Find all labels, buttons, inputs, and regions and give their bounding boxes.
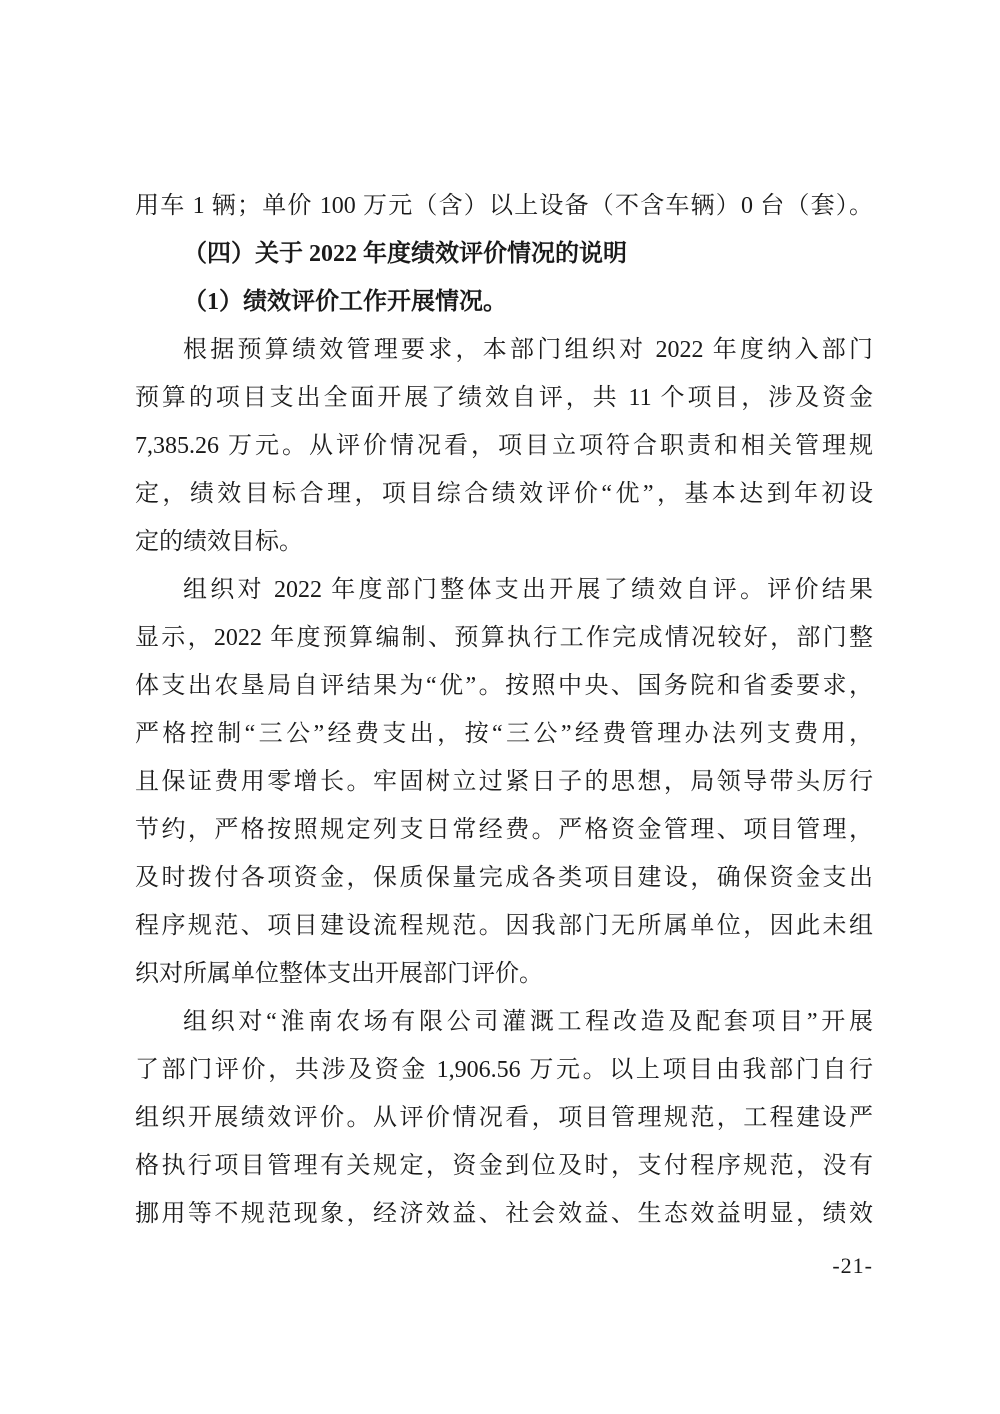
text-line: 且保证费用零增长。牢固树立过紧日子的思想，局领导带头厉行 (135, 769, 873, 795)
text-line: 定的绩效目标。 (135, 529, 303, 555)
text-line: 用车 1 辆；单价 100 万元（含）以上设备（不含车辆）0 台（套）。 (135, 193, 873, 219)
text-line: 组织对“淮南农场有限公司灌溉工程改造及配套项目”开展 (183, 1009, 873, 1035)
text-line: 严格控制“三公”经费支出，按“三公”经费管理办法列支费用， (135, 721, 873, 747)
text-body (135, 182, 873, 1238)
text-line: 节约，严格按照规定列支日常经费。严格资金管理、项目管理， (135, 817, 873, 843)
text-line: 预算的项目支出全面开展了绩效自评，共 11 个项目，涉及资金 (135, 385, 873, 411)
text-line: 程序规范、项目建设流程规范。因我部门无所属单位，因此未组 (135, 913, 873, 939)
text-line: 体支出农垦局自评结果为“优”。按照中央、国务院和省委要求， (135, 673, 873, 699)
text-line: 显示，2022 年度预算编制、预算执行工作完成情况较好，部门整 (135, 625, 873, 651)
text-line: 组织对 2022 年度部门整体支出开展了绩效自评。评价结果 (183, 577, 873, 603)
text-line: 及时拨付各项资金，保质保量完成各类项目建设，确保资金支出 (135, 865, 873, 891)
text-line: 挪用等不规范现象，经济效益、社会效益、生态效益明显，绩效 (135, 1201, 873, 1227)
section-heading: （四）关于 2022 年度绩效评价情况的说明 (183, 241, 627, 267)
text-line: 了部门评价，共涉及资金 1,906.56 万元。以上项目由我部门自行 (135, 1057, 873, 1083)
text-line: 7,385.26 万元。从评价情况看，项目立项符合职责和相关管理规 (135, 433, 873, 459)
text-line: 根据预算绩效管理要求，本部门组织对 2022 年度纳入部门 (183, 337, 873, 363)
page-number: -21- (832, 1253, 873, 1278)
text-line: 织对所属单位整体支出开展部门评价。 (135, 961, 543, 987)
section-heading: （1）绩效评价工作开展情况。 (183, 289, 507, 315)
text-line: 定，绩效目标合理，项目综合绩效评价“优”，基本达到年初设 (135, 481, 873, 507)
text-line: 组织开展绩效评价。从评价情况看，项目管理规范，工程建设严 (135, 1105, 873, 1131)
text-line: 格执行项目管理有关规定，资金到位及时，支付程序规范，没有 (135, 1153, 873, 1179)
